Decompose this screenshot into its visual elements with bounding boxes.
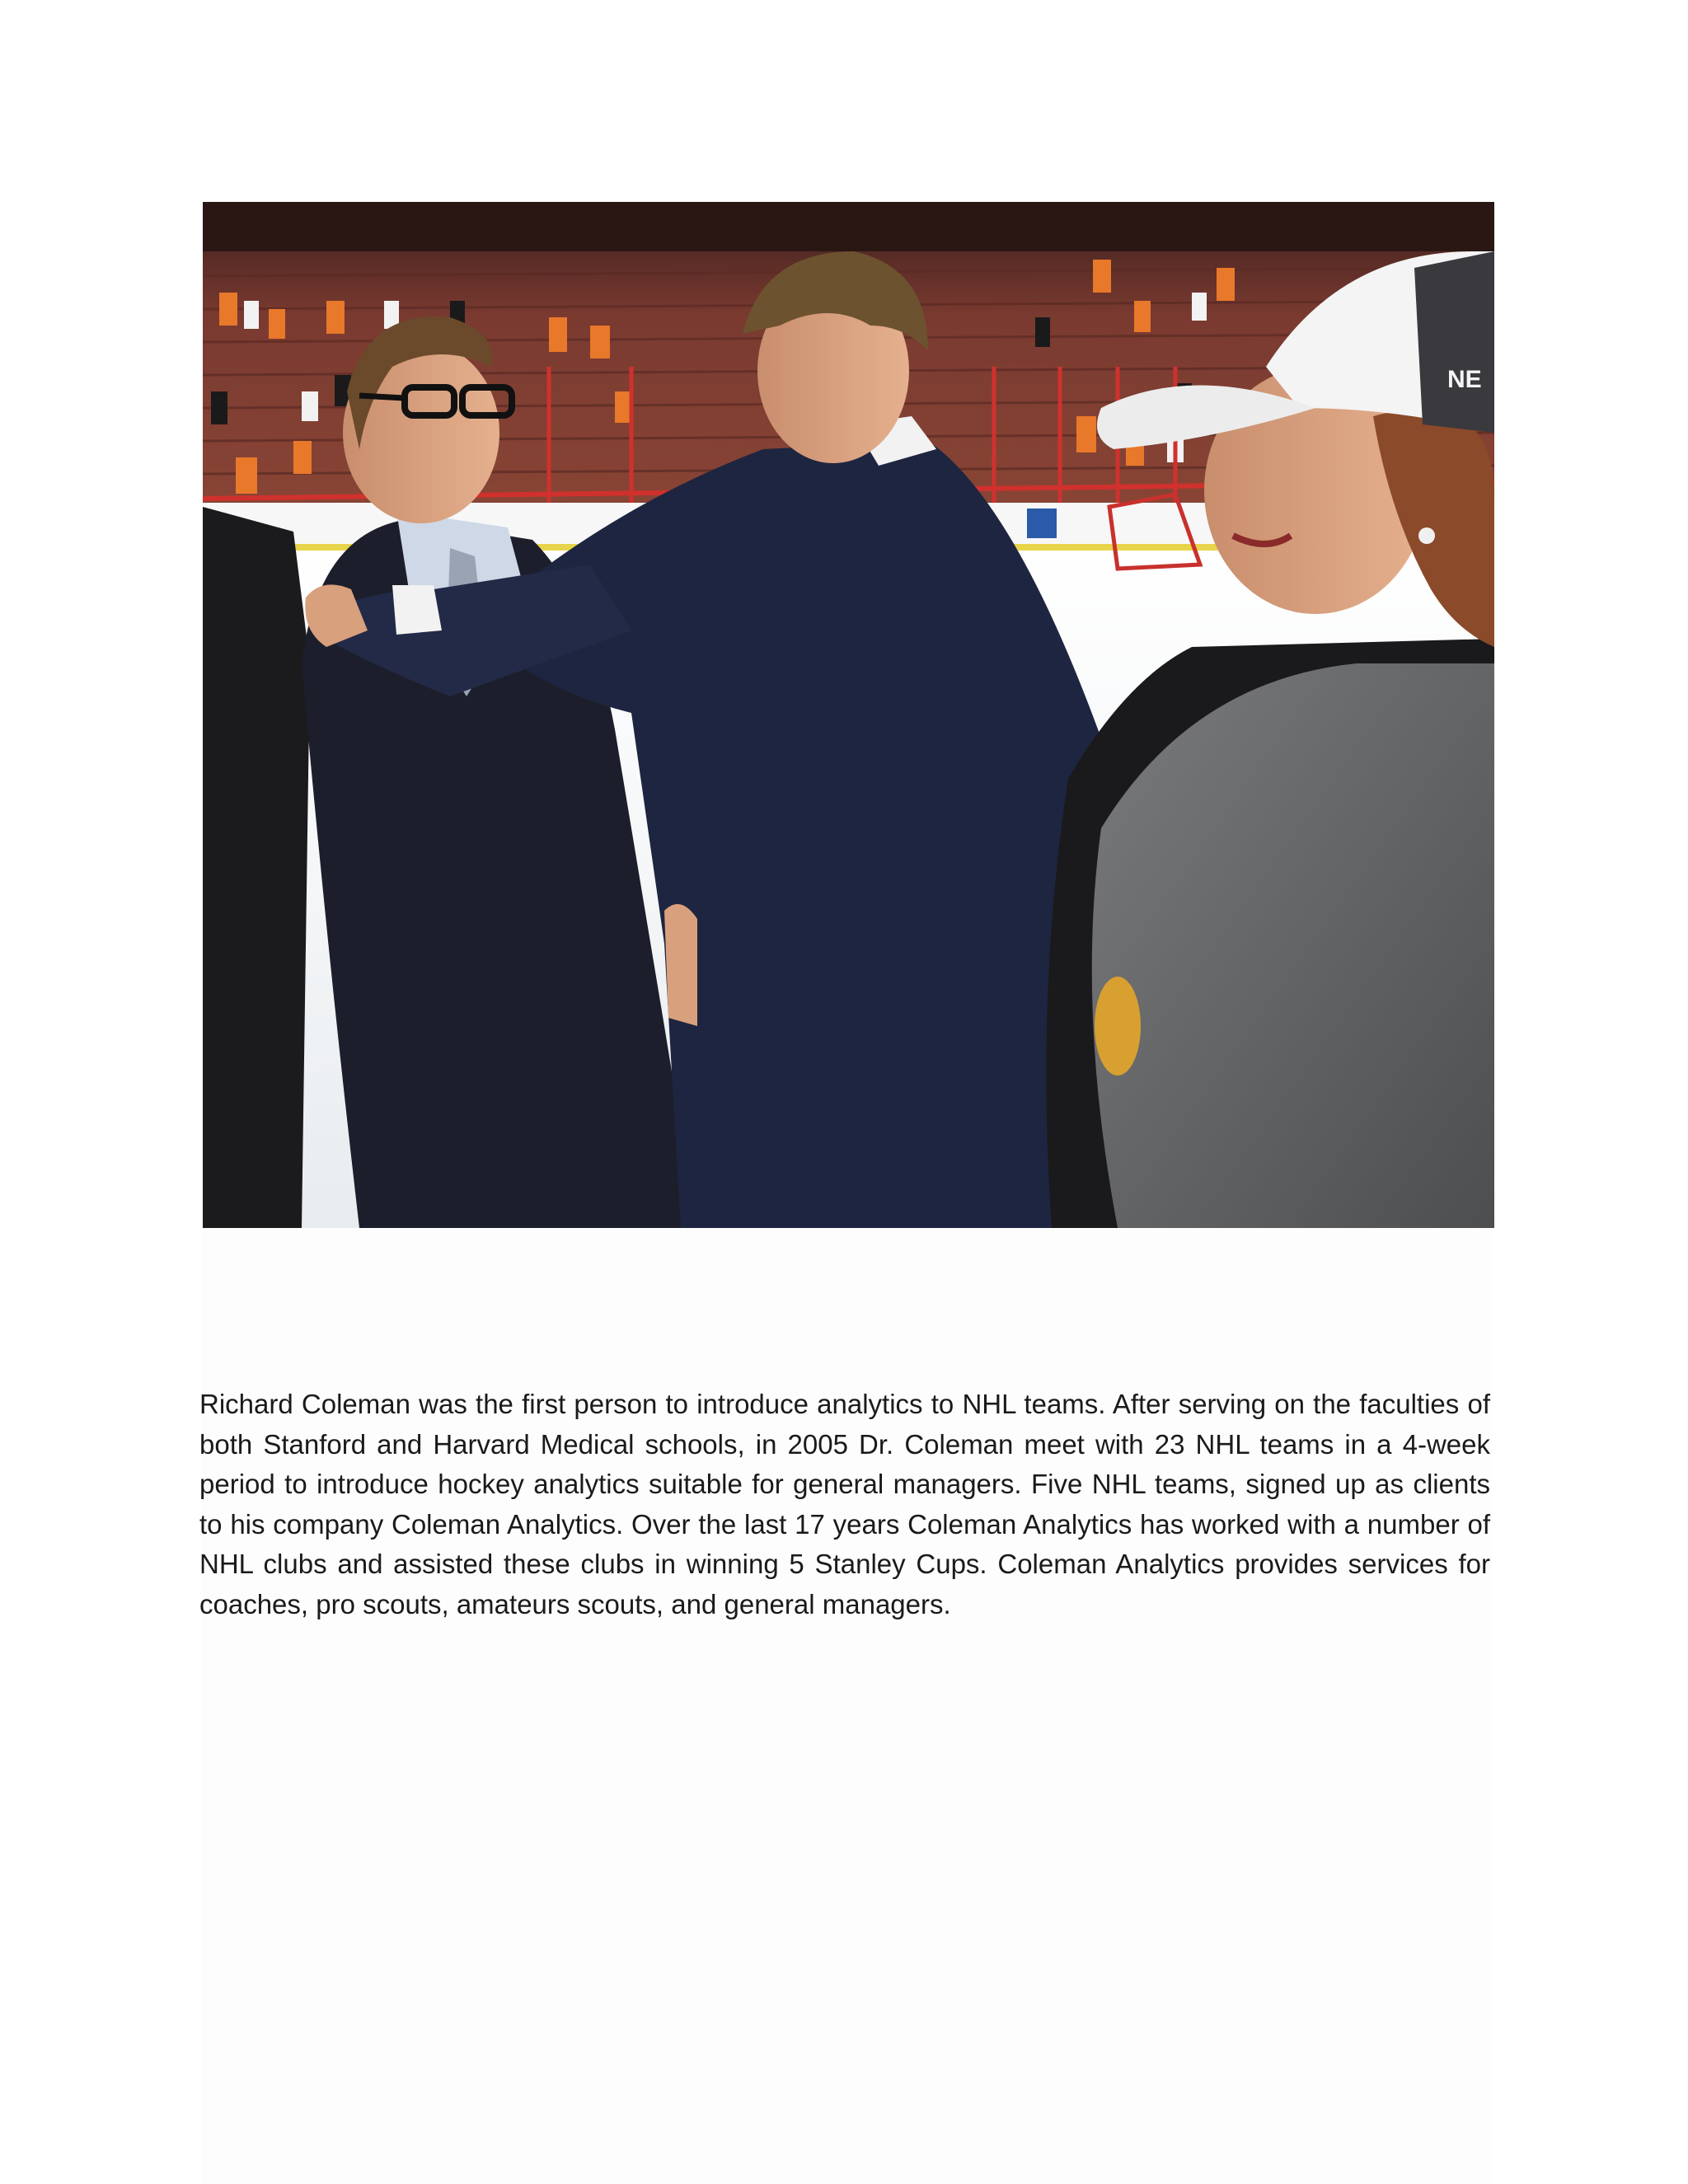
page-lower-shade [202,1228,1492,2184]
left-edge-person [203,507,310,1228]
photo-icon [203,202,1494,1228]
arena-photo [203,202,1494,1228]
cap-brand-text: NE [1447,366,1482,393]
board-logo [1027,509,1057,538]
article-paragraph: Richard Coleman was the first person to introduce analytics to NHL teams. After serving on the faculties of both Stanford and Harvard Medical schools, in 2005 Dr. Coleman meet with 23 NHL teams in a 4-week period to introduce hockey analytics suitable for general managers. Five NHL teams, signed up as clients to his company Coleman Analytics. Over the last 17 years Coleman Analytics has worked with a number of NHL clubs and assisted these clubs in winning 5 Stanley Cups. Coleman Analytics provides services for coaches, pro scouts, amateurs scouts, and general managers. [199,1389,1490,1619]
arena-upper-deck [203,202,1494,251]
